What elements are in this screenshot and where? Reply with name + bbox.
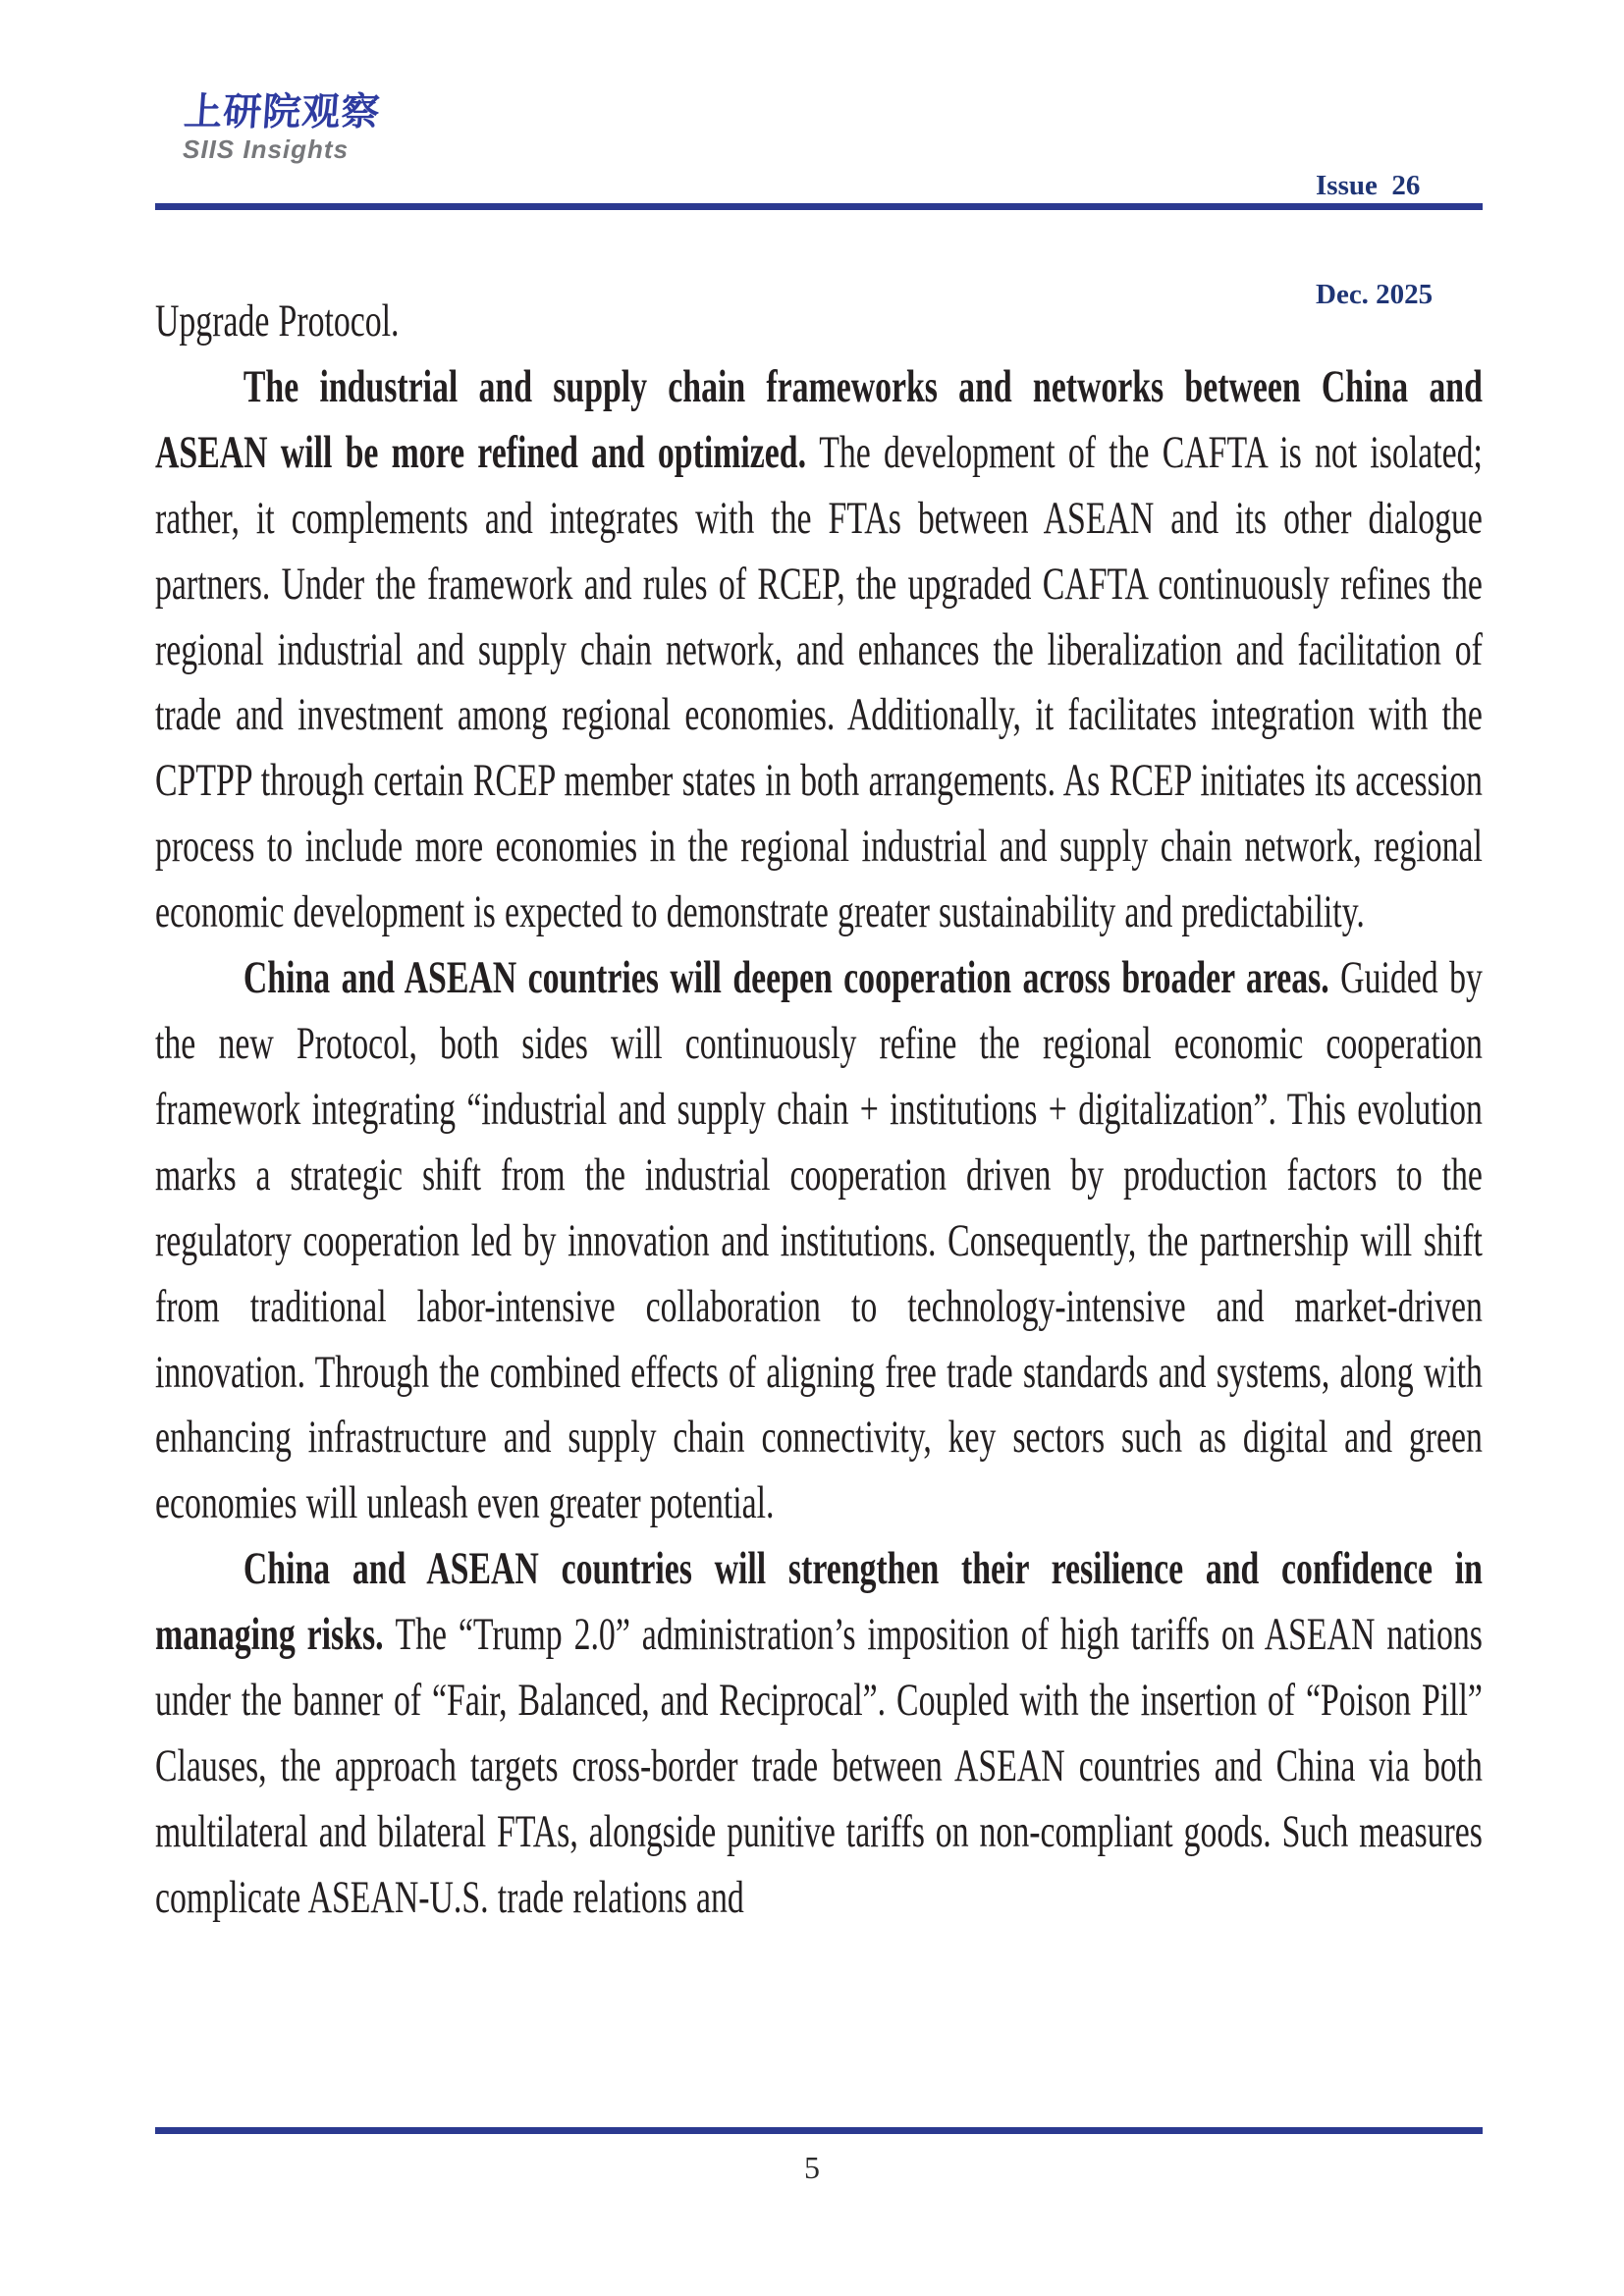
paragraph-lead-bold: China and ASEAN countries will strengthen their resilience and confidence in managing risks.: [155, 1543, 1483, 1661]
paragraph: [155, 1536, 1483, 1930]
siis-logo: [182, 89, 383, 164]
paragraph: [155, 354, 1483, 945]
paragraph-text: Guided by the new Protocol, both sides will continuously refine the regional economic cooperation framework integrating “industrial and supply chain + institutions + digitalization”. This evolution marks a strategic shift from the industrial cooperation driven by production factors to the regulatory cooperation led by innovation and institutions. Consequently, the partnership will shift from traditional labor-intensive collaboration to technology-intensive and market-driven innovation. Through the combined effects of aligning free trade standards and systems, along with enhancing infrastructure and supply chain connectivity, key sectors such as digital and green economies will unleash even greater potential.: [155, 952, 1483, 1529]
document-body: [155, 289, 1483, 1931]
paragraph-text: Upgrade Protocol.: [155, 295, 400, 347]
paragraph: [155, 945, 1483, 1536]
paragraph: [155, 289, 1483, 354]
logo-chinese-title: 上研院观察: [182, 89, 383, 134]
issue-number: Issue 26: [1316, 170, 1421, 201]
paragraph-text: The “Trump 2.0” administration’s imposition of high tariffs on ASEAN nations under the banner of “Fair, Balanced, and Reciprocal”. Coupled with the insertion of “Poison Pill” Clauses, the approach targets cross-border trade between ASEAN countries and China via both multilateral and bilateral FTAs, alongside punitive tariffs on non-compliant goods. Such measures complicate ASEAN-U.S. trade relations and: [155, 1609, 1483, 1923]
page-number: 5: [804, 2150, 820, 2185]
footer-divider: [155, 2127, 1483, 2134]
issue-date: Dec. 2025: [1316, 279, 1434, 310]
logo-english-subtitle: SIIS Insights: [183, 134, 350, 164]
paragraph-lead-bold: The industrial and supply chain frameworks and networks between China and ASEAN will be more refined and optimized.: [155, 360, 1483, 478]
header-divider: [155, 203, 1483, 210]
paragraph-lead-bold: China and ASEAN countries will deepen cooperation across broader areas.: [243, 952, 1341, 1004]
paragraph-text: The development of the CAFTA is not isolated; rather, it complements and integrates with the FTAs between ASEAN and its other dialogue partners. Under the framework and rules of RCEP, the upgraded CAFTA continuously refines the regional industrial and supply chain network, and enhances the liberalization and facilitation of trade and investment among regional economies. Additionally, it facilitates integration with the CPTPP through certain RCEP member states in both arrangements. As RCEP initiates its accession process to include more economies in the regional industrial and supply chain network, regional economic development is expected to demonstrate greater sustainability and predictability.: [155, 426, 1483, 938]
